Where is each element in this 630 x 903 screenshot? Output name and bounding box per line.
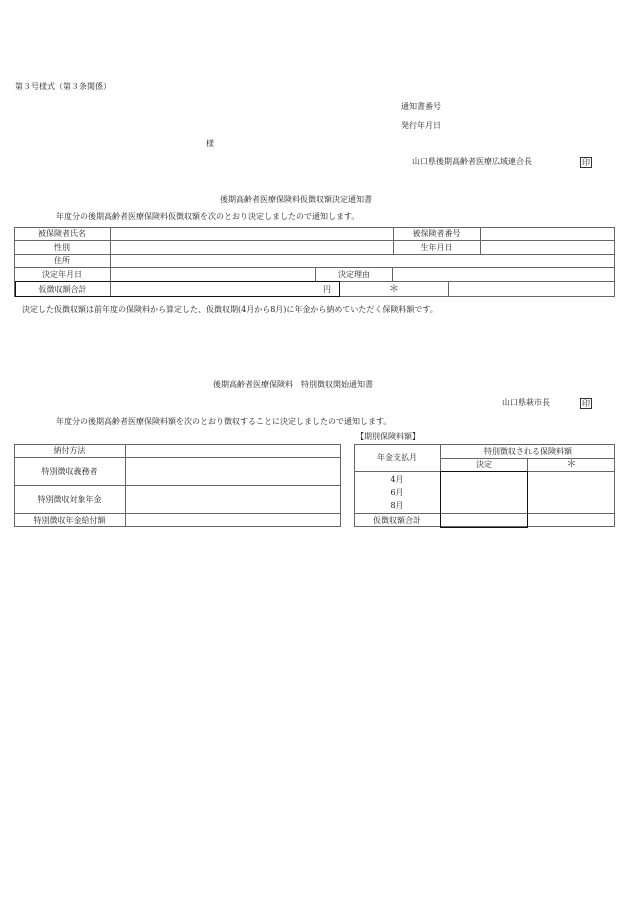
asterisk-label: ＊ bbox=[389, 283, 399, 295]
yen-unit: 円 bbox=[323, 284, 331, 294]
payment-method-label: 納付方法 bbox=[53, 446, 86, 455]
seal-icon: 印 bbox=[582, 158, 590, 167]
provisional-total-label: 仮徴収額合計 bbox=[38, 284, 87, 294]
section2-intro: 年度分の後期高齢者医療保険料額を次のとおり徴収することに決定しましたので通知します。 bbox=[56, 417, 392, 426]
seal-icon: 印 bbox=[582, 399, 590, 408]
month-august: 8月 bbox=[390, 501, 404, 510]
month-april: 4月 bbox=[390, 475, 404, 484]
issuer-name: 山口県後期高齢者医療広域連合長 bbox=[412, 157, 532, 166]
pension-amount-label: 特別徴収年金給付額 bbox=[33, 515, 106, 525]
pension-amount-field[interactable] bbox=[126, 513, 340, 527]
insured-name-field[interactable] bbox=[111, 227, 393, 240]
target-pension-field[interactable] bbox=[126, 485, 340, 513]
decided-header: 決定 bbox=[476, 460, 492, 469]
decision-date-label: 決定年月日 bbox=[42, 269, 82, 279]
insured-number-label: 被保険者番号 bbox=[412, 229, 461, 238]
provisional-total-field[interactable] bbox=[111, 281, 319, 297]
section1-note: 決定した仮徴収額は前年度の保険料から算定した、仮徴収期(4月から8月)に年金から納めていただく保険料額です。 bbox=[22, 305, 438, 314]
section2-title: 後期高齢者医療保険料 特別徴収開始通知書 bbox=[213, 380, 373, 389]
decided-amount-field[interactable] bbox=[441, 472, 527, 513]
pension-month-header: 年金支払月 bbox=[377, 453, 417, 462]
issue-date-label: 発行年月日 bbox=[401, 121, 441, 130]
amount-header: 特別徴収される保険料額 bbox=[484, 446, 572, 456]
form-number: 第３号様式（第３条関係） bbox=[15, 82, 111, 91]
withholding-agent-field[interactable] bbox=[126, 457, 340, 485]
gender-field[interactable] bbox=[111, 240, 393, 254]
decision-date-field[interactable] bbox=[111, 267, 315, 281]
gender-label: 性別 bbox=[54, 242, 70, 252]
total-decided-field[interactable] bbox=[441, 513, 527, 527]
period-table-caption: 【期別保険料額】 bbox=[356, 432, 420, 441]
payment-method-field[interactable] bbox=[126, 444, 340, 457]
target-pension-label: 特別徴収対象年金 bbox=[37, 494, 102, 504]
recipient-suffix: 様 bbox=[206, 139, 214, 148]
section1-intro: 年度分の後期高齢者医療保険料仮徴収額を次のとおり決定しましたので通知します。 bbox=[56, 212, 360, 221]
asterisk-header: ＊ bbox=[566, 459, 577, 470]
total-asterisk-field[interactable] bbox=[528, 513, 615, 527]
decision-reason-field[interactable] bbox=[393, 267, 614, 281]
total-label: 仮徴収額合計 bbox=[373, 515, 421, 525]
asterisk-amount-field[interactable] bbox=[528, 472, 615, 513]
month-june: 6月 bbox=[390, 488, 404, 497]
notice-number-label: 通知書番号 bbox=[401, 102, 441, 111]
address-field[interactable] bbox=[111, 254, 614, 267]
insured-number-field[interactable] bbox=[481, 227, 614, 240]
section1-title: 後期高齢者医療保険料仮徴収額決定通知書 bbox=[220, 195, 372, 204]
decision-reason-label: 決定理由 bbox=[338, 269, 370, 279]
address-label: 住所 bbox=[54, 256, 70, 265]
section2-issuer: 山口県萩市長 bbox=[502, 398, 550, 407]
insured-name-label: 被保険者氏名 bbox=[38, 229, 86, 238]
withholding-agent-label: 特別徴収義務者 bbox=[41, 466, 98, 476]
birth-date-field[interactable] bbox=[481, 240, 614, 254]
birth-date-label: 生年月日 bbox=[420, 242, 453, 252]
asterisk-field[interactable] bbox=[449, 281, 614, 297]
